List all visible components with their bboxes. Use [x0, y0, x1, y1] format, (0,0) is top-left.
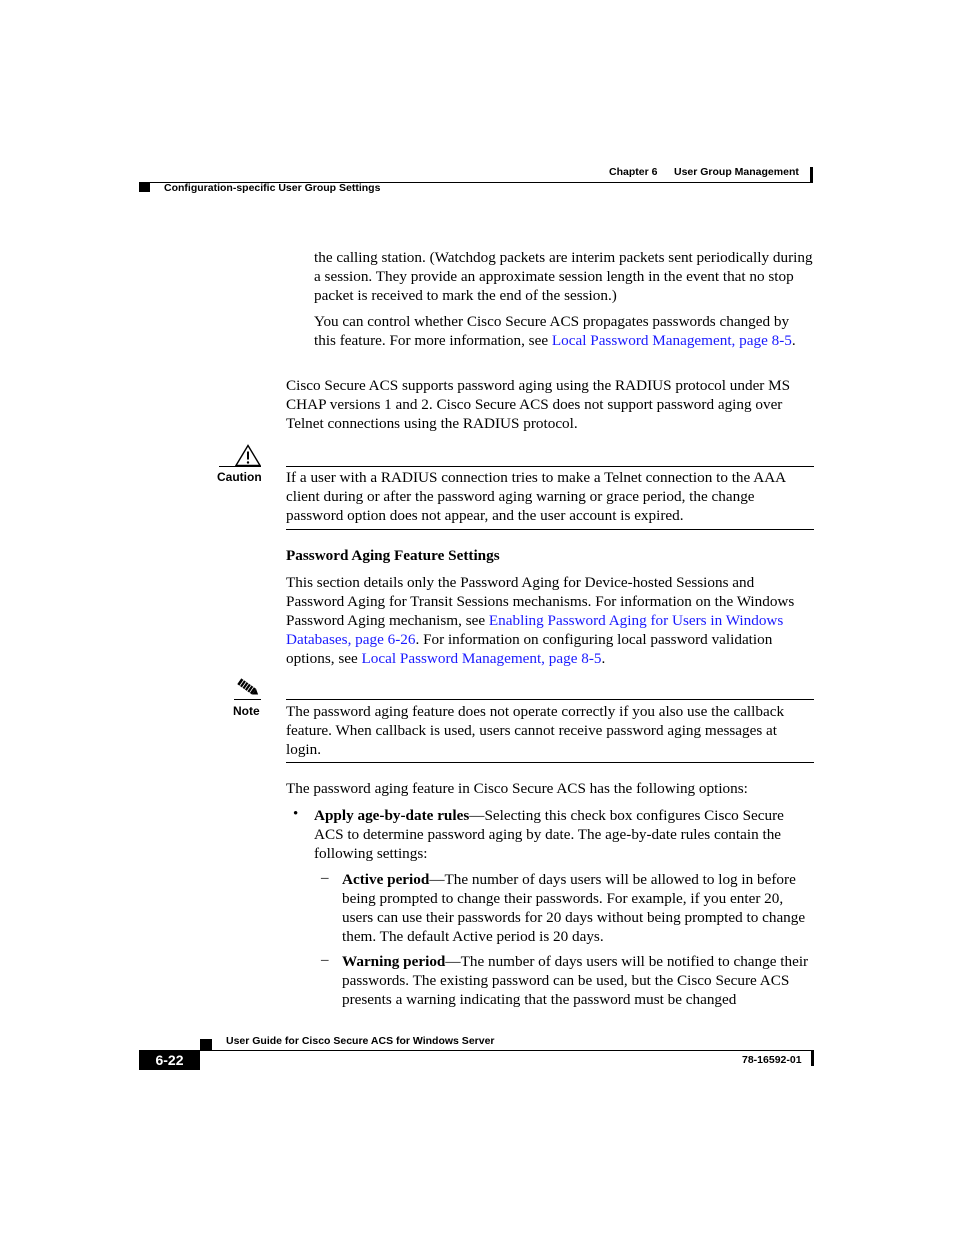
dash-marker: – [321, 870, 329, 886]
paragraph-options-intro: The password aging feature in Cisco Secure ACS has the following options: [286, 780, 748, 797]
note-label: Note [233, 704, 260, 718]
header-section: Configuration-specific User Group Settings [164, 182, 381, 194]
header-chapter-title: User Group Management [674, 166, 799, 178]
note-icon-rule [234, 699, 261, 700]
footer-page-number-box [139, 1050, 200, 1070]
paragraph-propagate: You can control whether Cisco Secure ACS propagates passwords changed by this feature. For more information, see Local Password Management, page 8-5. [314, 313, 796, 349]
header-square-marker [139, 183, 150, 192]
caution-top-rule [286, 466, 814, 467]
link-local-password-management-2[interactable]: Local Password Management, page 8-5 [361, 650, 602, 667]
footer-doc-number: 78-16592-01 [742, 1054, 802, 1066]
header-right-bar [810, 167, 813, 183]
footer-rule [139, 1050, 814, 1051]
paragraph-radius-support: Cisco Secure ACS supports password aging using the RADIUS protocol under MS CHAP versions 1 and 2. Cisco Secure ACS does not support password aging over Telnet connections using the RADIUS protocol. [286, 377, 791, 432]
page-number: 6-22 [155, 1052, 184, 1068]
footer-right-bar [811, 1050, 814, 1066]
caution-bottom-rule [286, 529, 814, 530]
list-item-age-by-date: Apply age-by-date rules—Selecting this check box configures Cisco Secure ACS to determine password aging by date. The age-by-date rules contain the following settings: [314, 807, 784, 862]
link-enabling-password-aging[interactable]: Enabling Password Aging for Users in Windows Databases, page 6-26 [286, 612, 784, 648]
note-bottom-rule [286, 762, 814, 763]
link-local-password-management[interactable]: Local Password Management, page 8-5 [551, 332, 792, 349]
pencil-icon [234, 677, 262, 699]
warning-triangle-icon [235, 444, 261, 467]
bullet-marker: • [293, 806, 299, 822]
footer-square-marker [200, 1039, 212, 1050]
note-top-rule [286, 699, 814, 700]
paragraph-section-details: This section details only the Password Aging for Device-hosted Sessions and Password Aging for Transit Sessions mechanisms. For information on the Windows Password Aging mechanism, see Enabling Password Aging for Users in Windows Databases, page 6-26. For information on configuring local password validation options, see Local Password Management, page 8-5. [286, 574, 795, 667]
dash-marker: – [321, 952, 329, 968]
footer-guide-title: User Guide for Cisco Secure ACS for Windows Server [226, 1035, 495, 1047]
note-text: The password aging feature does not operate correctly if you also use the callback feature. When callback is used, users cannot receive password aging messages at login. [286, 703, 785, 758]
header-chapter: Chapter 6 [609, 166, 658, 178]
paragraph-watchdog: the calling station. (Watchdog packets are interim packets sent periodically during a session. They provide an approximate session length in the event that no stop packet is received to mark the end of the session.) [314, 249, 813, 304]
caution-text: If a user with a RADIUS connection tries to make a Telnet connection to the AAA client during or after the password aging warning or grace period, the change password option does not appear, and the user account is expired. [286, 469, 786, 524]
caution-label: Caution [217, 470, 262, 484]
subheading-password-aging: Password Aging Feature Settings [286, 547, 500, 564]
list-item-warning-period: Warning period—The number of days users will be notified to change their passwords. The existing password can be used, but the Cisco Secure ACS presents a warning indicating that the password must be changed [342, 953, 809, 1008]
list-item-active-period: Active period—The number of days users will be allowed to log in before being prompted to change their passwords. For example, if you enter 20, users can use their passwords for 20 days without being prompted to change them. The default Active period is 20 days. [342, 871, 806, 945]
caution-icon-rule [219, 466, 261, 467]
